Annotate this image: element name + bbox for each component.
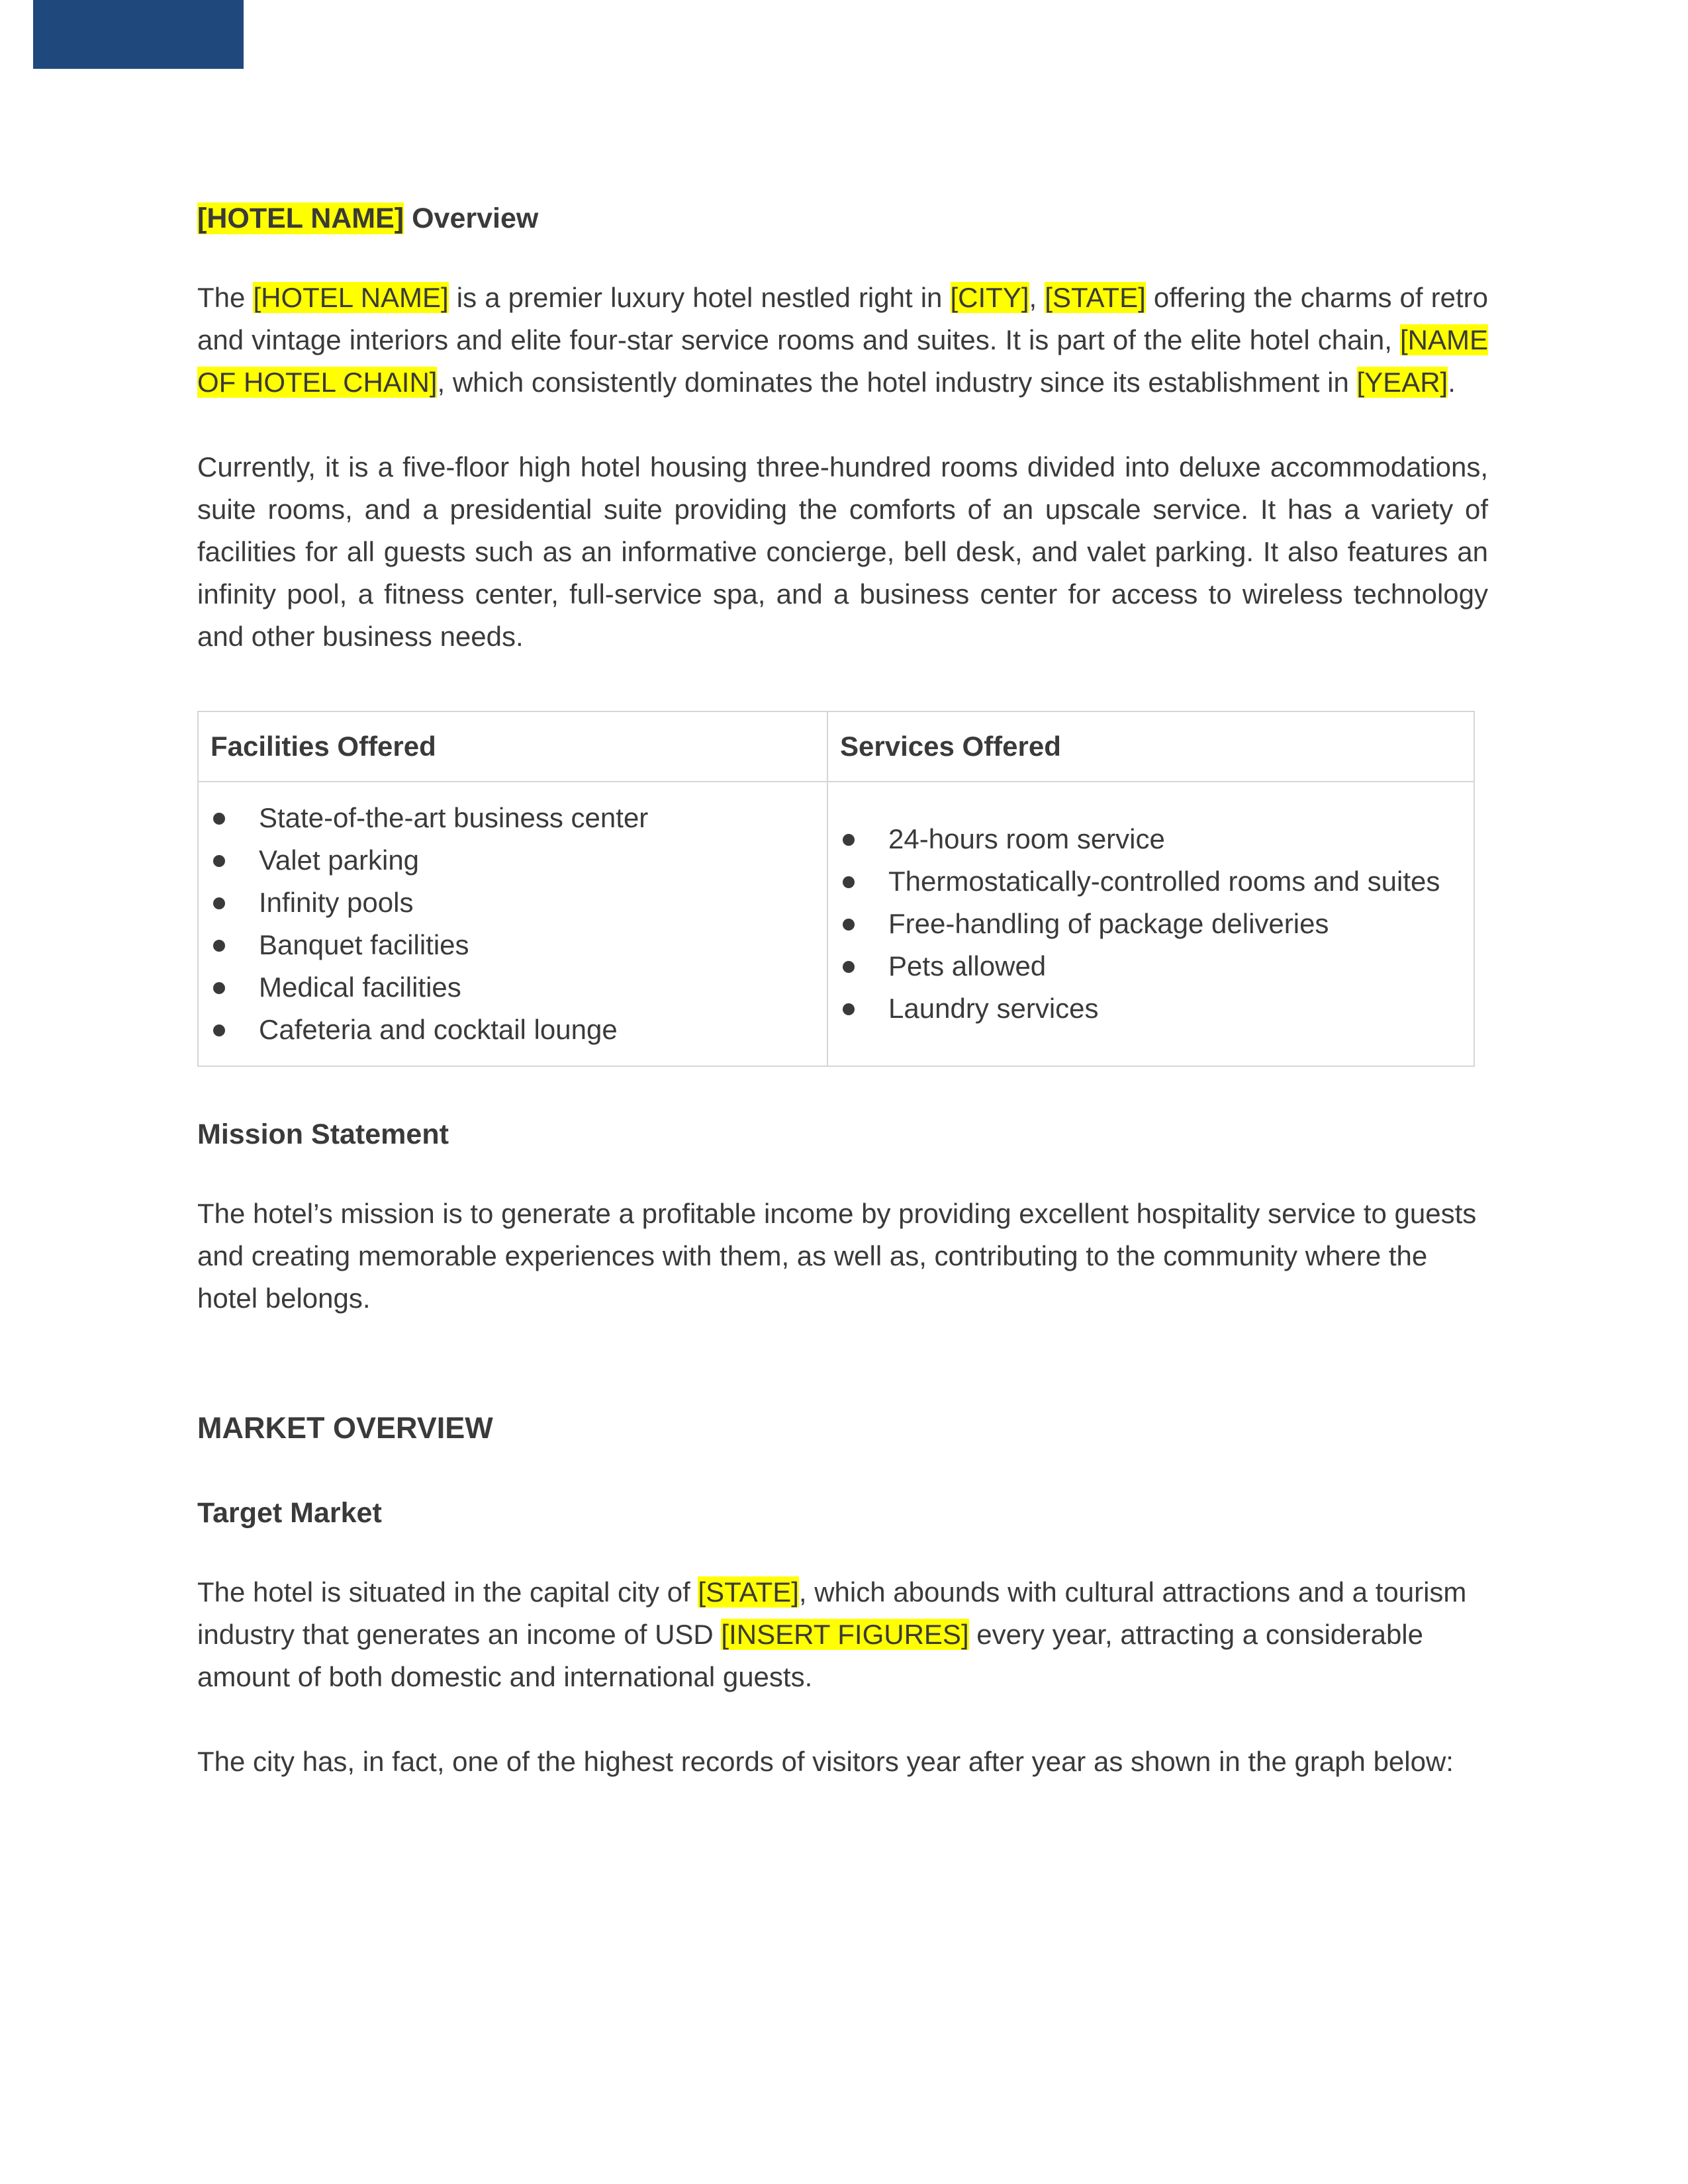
list-item: Infinity pools xyxy=(211,882,815,924)
mission-paragraph: The hotel’s mission is to generate a profitable income by providing excellent hospitality service to guests and creating memorable experiences with them, as well as, contributing to the community where the hotel belongs. xyxy=(197,1198,1477,1314)
intro-text: . xyxy=(1448,367,1456,398)
state-placeholder: [STATE] xyxy=(698,1576,799,1608)
list-item: Valet parking xyxy=(211,839,815,882)
target-market-heading: Target Market xyxy=(197,1497,382,1529)
target-text: , which abounds with cultural attractions and a tourism industry that generates an income of USD xyxy=(197,1576,1467,1650)
target-text: The hotel is situated in the capital city of xyxy=(197,1576,698,1608)
document-body xyxy=(197,192,1488,1783)
facilities-cell xyxy=(198,782,827,1066)
intro-text: The xyxy=(197,282,254,313)
list-item: Laundry services xyxy=(840,987,1462,1030)
list-item: 24-hours room service xyxy=(840,818,1462,860)
city-placeholder: [CITY] xyxy=(950,282,1029,313)
facilities-services-table xyxy=(197,711,1475,1067)
facilities-header: Facilities Offered xyxy=(198,711,827,782)
intro-text: , xyxy=(1029,282,1045,313)
intro-text: offering the charms of retro and vintage interiors and elite four-star service rooms and suites. It is part of the elite hotel chain, xyxy=(197,282,1489,355)
intro-text: , which consistently dominates the hotel industry since its establishment in xyxy=(437,367,1357,398)
table-header-row xyxy=(198,711,1474,782)
graph-intro-paragraph: The city has, in fact, one of the highest records of visitors year after year as shown in the graph below: xyxy=(197,1746,1454,1777)
intro-text: is a premier luxury hotel nestled right in xyxy=(448,282,951,313)
figures-placeholder: [INSERT FIGURES] xyxy=(721,1619,969,1650)
overview-heading-text: Overview xyxy=(404,203,539,234)
header-accent-block xyxy=(33,0,244,69)
overview-heading xyxy=(197,192,1488,245)
table-row xyxy=(198,782,1474,1066)
services-list xyxy=(840,818,1462,1030)
hotel-name-placeholder: [HOTEL NAME] xyxy=(197,203,404,234)
list-item: Cafeteria and cocktail lounge xyxy=(211,1009,815,1051)
market-overview-heading: MARKET OVERVIEW xyxy=(197,1411,493,1445)
target-text: every year, attracting a considerable amount of both domestic and international guests. xyxy=(197,1619,1423,1692)
services-cell xyxy=(827,782,1474,1066)
list-item: Medical facilities xyxy=(211,966,815,1009)
state-placeholder: [STATE] xyxy=(1045,282,1146,313)
services-header: Services Offered xyxy=(827,711,1474,782)
target-market-paragraph xyxy=(197,1571,1488,1698)
list-item: State-of-the-art business center xyxy=(211,797,815,839)
list-item: Free-handling of package deliveries xyxy=(840,903,1462,945)
intro-paragraph xyxy=(197,277,1488,404)
list-item: Banquet facilities xyxy=(211,924,815,966)
facilities-list xyxy=(211,797,815,1051)
mission-heading: Mission Statement xyxy=(197,1118,449,1150)
list-item: Pets allowed xyxy=(840,945,1462,987)
hotel-name-placeholder: [HOTEL NAME] xyxy=(253,282,449,313)
year-placeholder: [YEAR] xyxy=(1356,367,1448,398)
description-paragraph: Currently, it is a five-floor high hotel housing three-hundred rooms divided into deluxe accommodations, suite rooms, and a presidential suite providing the comforts of an upscale service. It has a variety of facilities for all guests such as an informative concierge, bell desk, and valet parking. It also features an infinity pool, a fitness center, full-service spa, and a business center for access to wireless technology and other business needs. xyxy=(197,451,1488,652)
hotel-chain-placeholder: [NAME OF HOTEL CHAIN] xyxy=(197,324,1488,398)
list-item: Thermostatically-controlled rooms and suites xyxy=(840,860,1462,903)
